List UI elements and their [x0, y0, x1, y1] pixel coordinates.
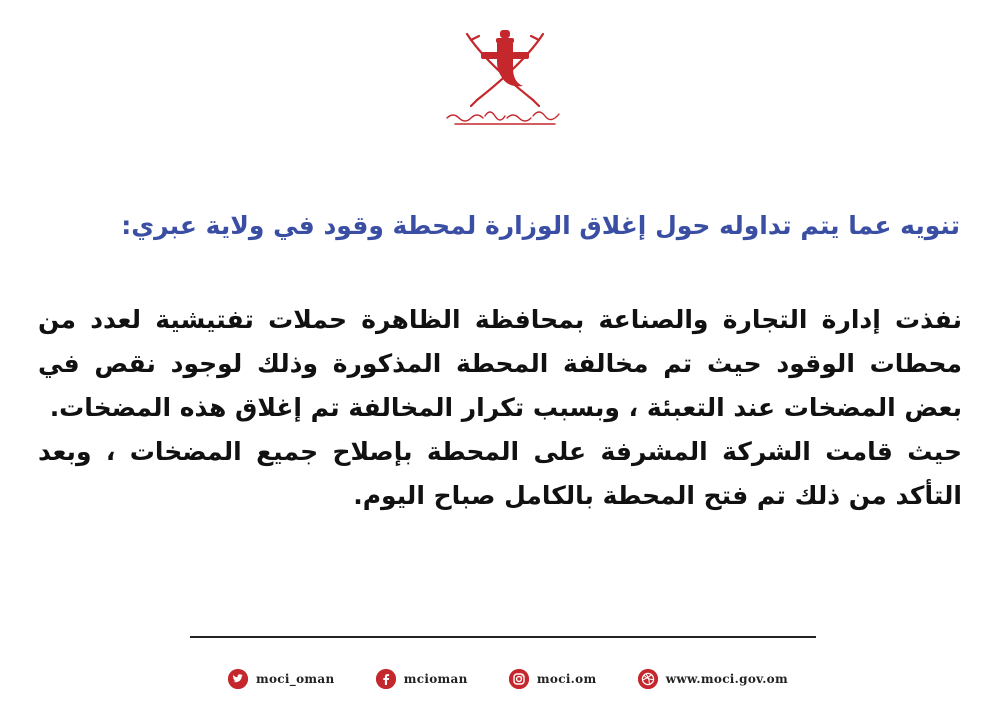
website-link[interactable]: [638, 669, 788, 689]
website-url: www.moci.gov.om: [665, 672, 788, 686]
ministry-emblem: [445, 22, 565, 132]
statement-headline: تنويه عما يتم تداوله حول إغلاق الوزارة لمحطة وقود في ولاية عبري:: [121, 211, 960, 240]
twitter-handle: moci_oman: [256, 672, 335, 686]
khanjar-emblem-icon: [445, 22, 565, 132]
statement-paragraph-2: حيث قامت الشركة المشرفة على المحطة بإصلاح جميع المضخات ، وبعد التأكد من ذلك تم فتح المحطة بالكامل صباح اليوم.: [38, 437, 962, 510]
twitter-link[interactable]: [228, 669, 334, 689]
instagram-icon: [509, 669, 529, 689]
statement-body: [38, 298, 962, 518]
dribbble-globe-icon: [638, 669, 658, 689]
facebook-icon: [376, 669, 396, 689]
facebook-handle: mcioman: [403, 672, 468, 686]
footer-divider: [190, 636, 816, 638]
statement-paragraph-1: نفذت إدارة التجارة والصناعة بمحافظة الظاهرة حملات تفتيشية لعدد من محطات الوقود حيث تم مخالفة المحطة المذكورة وذلك لوجود نقص في بعض المضخات عند التعبئة ، وبسبب تكرار المخالفة تم إغلاق هذه المضخات.: [38, 305, 962, 422]
facebook-link[interactable]: [376, 669, 468, 689]
social-footer: [228, 664, 788, 694]
instagram-link[interactable]: [509, 669, 597, 689]
instagram-handle: moci.om: [536, 672, 597, 686]
twitter-icon: [228, 669, 248, 689]
